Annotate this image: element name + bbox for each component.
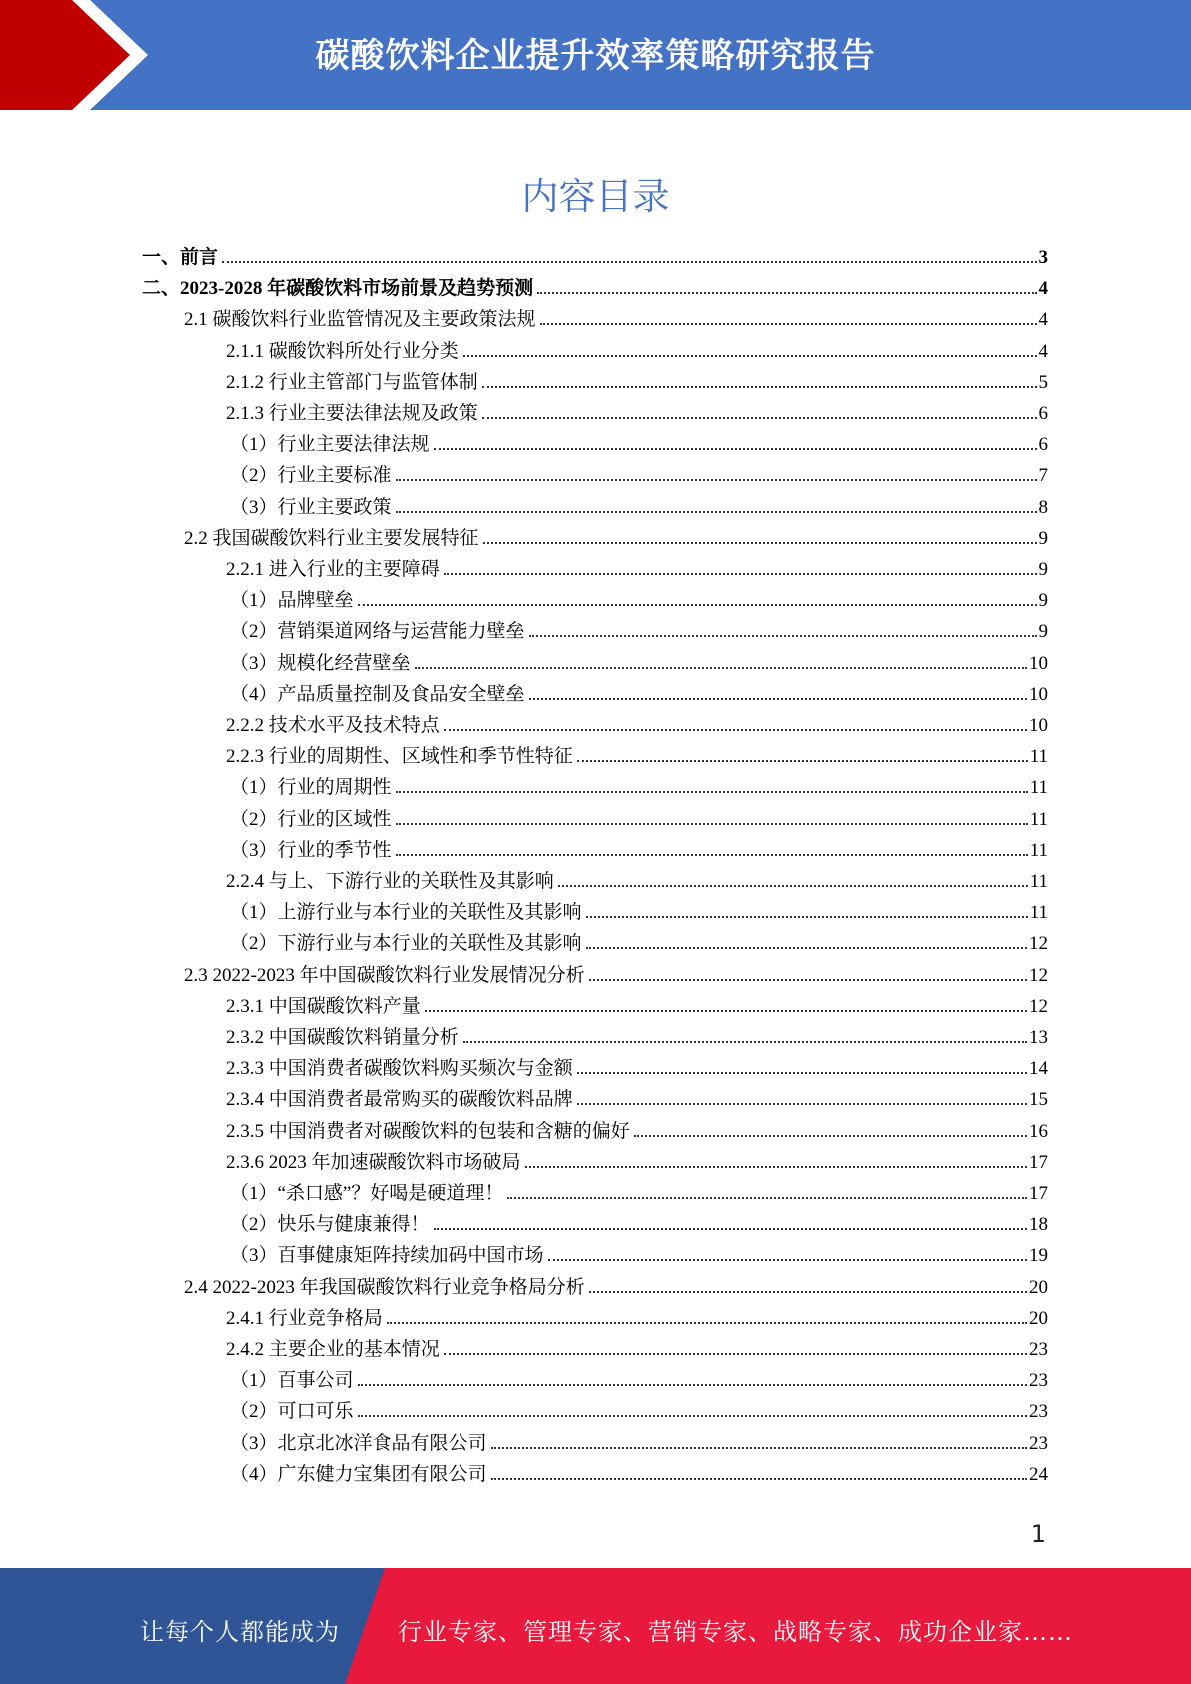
toc-entry-page: 20 bbox=[1029, 1307, 1048, 1329]
toc-leader-dots bbox=[387, 1322, 1027, 1324]
toc-entry[interactable] bbox=[184, 301, 1048, 331]
toc-entry-label: 2.2.2 技术水平及技术特点 bbox=[226, 715, 440, 736]
toc-entry-page: 17 bbox=[1029, 1151, 1048, 1173]
toc-entry[interactable] bbox=[226, 1331, 1048, 1361]
toc-entry-label: 一、前言 bbox=[142, 247, 219, 268]
toc-entry-label: （4）产品质量控制及食品安全壁垒 bbox=[230, 683, 525, 705]
toc-entry-page: 23 bbox=[1029, 1339, 1048, 1360]
toc-entry-label: （1）上游行业与本行业的关联性及其影响 bbox=[230, 902, 582, 924]
toc-leader-dots bbox=[463, 355, 1037, 357]
toc-leader-dots bbox=[483, 542, 1037, 544]
toc-entry-label: 2.3.4 中国消费者最常购买的碳酸饮料品牌 bbox=[226, 1089, 573, 1111]
toc-entry-page: 10 bbox=[1029, 652, 1048, 674]
toc-leader-dots bbox=[358, 604, 1037, 606]
toc-entry-label: 2.1.1 碳酸饮料所处行业分类 bbox=[226, 340, 459, 362]
toc-entry-page: 11 bbox=[1029, 746, 1048, 768]
toc-leader-dots bbox=[358, 1384, 1027, 1386]
toc-leader-dots bbox=[434, 1228, 1027, 1230]
footer-slogan-right: 行业专家、管理专家、营销专家、战略专家、成功企业家…… bbox=[398, 1618, 1073, 1646]
toc-entry-page: 4 bbox=[1038, 309, 1048, 331]
toc-entry-page: 18 bbox=[1029, 1214, 1048, 1236]
toc-entry-page: 11 bbox=[1029, 777, 1048, 799]
toc-leader-dots bbox=[558, 885, 1028, 887]
toc-leader-dots bbox=[577, 1103, 1027, 1105]
toc-entry-page: 11 bbox=[1029, 839, 1048, 861]
toc-leader-dots bbox=[425, 1010, 1027, 1012]
toc-entry-label: 2.1.2 行业主管部门与监管体制 bbox=[226, 371, 478, 393]
page-number: 1 bbox=[1030, 1520, 1046, 1548]
toc-leader-dots bbox=[482, 386, 1037, 388]
toc-entry[interactable] bbox=[226, 1019, 1048, 1049]
toc-leader-dots bbox=[548, 1259, 1027, 1261]
toc-entry[interactable] bbox=[226, 395, 1048, 425]
toc-entry-label: 2.2.4 与上、下游行业的关联性及其影响 bbox=[226, 871, 554, 892]
page-header bbox=[0, 0, 1191, 110]
toc-leader-dots bbox=[396, 479, 1037, 481]
toc-entry-label: 2.3.1 中国碳酸饮料产量 bbox=[226, 995, 421, 1017]
toc-entry[interactable] bbox=[230, 801, 1048, 831]
toc-entry-label: 2.4 2022-2023 年我国碳酸饮料行业竞争格局分析 bbox=[184, 1276, 585, 1298]
toc-entry-label: （1）行业的周期性 bbox=[230, 777, 392, 799]
report-title: 碳酸饮料企业提升效率策略研究报告 bbox=[315, 36, 876, 76]
toc-entry-page: 17 bbox=[1029, 1183, 1048, 1204]
toc-entry-label: 2.1.3 行业主要法律法规及政策 bbox=[226, 403, 478, 424]
toc-entry[interactable] bbox=[230, 613, 1048, 643]
toc-entry-page: 23 bbox=[1029, 1370, 1048, 1392]
toc-leader-dots bbox=[396, 791, 1028, 793]
toc-entry[interactable] bbox=[230, 832, 1048, 862]
toc-entry[interactable] bbox=[230, 1456, 1048, 1486]
toc-entry[interactable] bbox=[226, 863, 1048, 893]
toc-leader-dots bbox=[222, 261, 1036, 263]
toc-entry-page: 6 bbox=[1038, 434, 1048, 456]
toc-entry-label: 2.2.3 行业的周期性、区域性和季节性特征 bbox=[226, 746, 573, 768]
toc-entry[interactable] bbox=[230, 769, 1048, 799]
toc-entry-page: 12 bbox=[1029, 995, 1048, 1017]
toc-entry[interactable] bbox=[230, 676, 1048, 706]
toc-entry-label: （3）规模化经营壁垒 bbox=[230, 652, 411, 674]
toc-entry[interactable] bbox=[230, 925, 1048, 955]
toc-entry-page: 12 bbox=[1029, 964, 1048, 986]
toc-entry[interactable] bbox=[230, 1393, 1048, 1423]
toc-entry-label: （2）行业主要标准 bbox=[230, 465, 392, 487]
toc-entry-page: 12 bbox=[1029, 933, 1048, 955]
toc-entry-label: 2.1 碳酸饮料行业监管情况及主要政策法规 bbox=[184, 309, 536, 331]
toc-leader-dots bbox=[444, 1353, 1027, 1355]
toc-entry-page: 20 bbox=[1029, 1276, 1048, 1298]
toc-entry-page: 9 bbox=[1038, 590, 1048, 612]
toc-entry[interactable] bbox=[230, 1206, 1048, 1236]
toc-entry-label: （2）可口可乐 bbox=[230, 1401, 354, 1423]
toc-leader-dots bbox=[529, 635, 1037, 637]
toc-leader-dots bbox=[537, 292, 1036, 294]
toc-entry[interactable] bbox=[184, 520, 1048, 550]
toc-entry[interactable] bbox=[230, 489, 1048, 519]
toc-leader-dots bbox=[577, 760, 1028, 762]
toc-leader-dots bbox=[444, 729, 1027, 731]
toc-entry-label: （3）行业主要政策 bbox=[230, 496, 392, 518]
page-footer bbox=[0, 1568, 1191, 1684]
toc-leader-dots bbox=[396, 823, 1028, 825]
toc-heading: 内容目录 bbox=[521, 175, 670, 218]
toc-entry-label: 2.4.1 行业竞争格局 bbox=[226, 1307, 383, 1329]
toc-entry-page: 4 bbox=[1038, 340, 1048, 362]
toc-entry-page: 3 bbox=[1038, 247, 1048, 268]
toc-entry[interactable] bbox=[226, 1050, 1048, 1080]
toc-leader-dots bbox=[434, 448, 1037, 450]
toc-entry[interactable] bbox=[230, 1362, 1048, 1392]
toc-leader-dots bbox=[415, 667, 1027, 669]
toc-entry-page: 14 bbox=[1029, 1058, 1048, 1080]
toc-entry-page: 11 bbox=[1029, 902, 1048, 924]
toc-leader-dots bbox=[529, 698, 1027, 700]
toc-entry[interactable] bbox=[230, 894, 1048, 924]
toc-leader-dots bbox=[634, 1135, 1027, 1137]
toc-entry-label: 2.3 2022-2023 年中国碳酸饮料行业发展情况分析 bbox=[184, 964, 585, 986]
footer-slogan-left: 让每个人都能成为 bbox=[140, 1618, 340, 1646]
toc-entry-page: 8 bbox=[1038, 496, 1048, 518]
toc-entry-label: 二、2023-2028 年碳酸饮料市场前景及趋势预测 bbox=[142, 278, 534, 300]
toc-entry[interactable] bbox=[230, 582, 1048, 612]
toc-entry[interactable] bbox=[226, 364, 1048, 394]
toc-entry-label: （3）行业的季节性 bbox=[230, 839, 392, 861]
toc-entry-label: （2）下游行业与本行业的关联性及其影响 bbox=[230, 933, 582, 955]
toc-entry[interactable] bbox=[184, 957, 1048, 987]
toc-leader-dots bbox=[577, 1072, 1027, 1074]
toc-entry[interactable] bbox=[230, 1175, 1048, 1205]
toc-entry-page: 23 bbox=[1029, 1432, 1048, 1454]
toc-entry[interactable] bbox=[230, 426, 1048, 456]
toc-entry[interactable] bbox=[226, 1144, 1048, 1174]
toc-entry[interactable] bbox=[226, 333, 1048, 363]
toc-entry-label: 2.3.3 中国消费者碳酸饮料购买频次与金额 bbox=[226, 1058, 573, 1080]
toc-entry-page: 16 bbox=[1029, 1120, 1048, 1142]
toc-entry[interactable] bbox=[226, 738, 1048, 768]
toc-entry-label: 2.2 我国碳酸饮料行业主要发展特征 bbox=[184, 527, 479, 549]
toc-entry[interactable] bbox=[226, 1113, 1048, 1143]
toc-leader-dots bbox=[463, 1041, 1027, 1043]
toc-entry[interactable] bbox=[226, 988, 1048, 1018]
toc-entry[interactable] bbox=[184, 1269, 1048, 1299]
toc-entry-label: 2.4.2 主要企业的基本情况 bbox=[226, 1339, 440, 1360]
toc-entry-label: （3）北京北冰洋食品有限公司 bbox=[230, 1432, 487, 1454]
toc-entry-label: （1）品牌壁垒 bbox=[230, 590, 354, 612]
toc-entry[interactable] bbox=[142, 270, 1048, 300]
toc-entry-label: （1）“杀口感”？好喝是硬道理！ bbox=[230, 1183, 504, 1204]
toc-entry-label: （2）快乐与健康兼得！ bbox=[230, 1214, 430, 1236]
toc-leader-dots bbox=[586, 947, 1027, 949]
toc-entry-label: （2）行业的区域性 bbox=[230, 808, 392, 830]
toc-leader-dots bbox=[396, 854, 1028, 856]
toc-entry-page: 10 bbox=[1029, 683, 1048, 705]
toc-entry-page: 9 bbox=[1038, 621, 1048, 643]
toc-leader-dots bbox=[589, 979, 1027, 981]
toc-entry-page: 19 bbox=[1029, 1245, 1048, 1267]
toc-entry[interactable] bbox=[230, 1425, 1048, 1455]
toc-entry[interactable] bbox=[142, 239, 1048, 269]
toc-leader-dots bbox=[589, 1291, 1027, 1293]
toc-leader-dots bbox=[396, 511, 1037, 513]
toc-entry[interactable] bbox=[226, 1081, 1048, 1111]
toc-leader-dots bbox=[358, 1415, 1027, 1417]
toc-entry[interactable] bbox=[226, 1300, 1048, 1330]
toc-entry-page: 24 bbox=[1029, 1463, 1048, 1485]
toc-entry-page: 10 bbox=[1029, 715, 1048, 736]
toc-entry[interactable] bbox=[230, 645, 1048, 675]
toc-entry-label: 2.3.2 中国碳酸饮料销量分析 bbox=[226, 1027, 459, 1048]
toc-leader-dots bbox=[586, 916, 1028, 918]
toc-entry[interactable] bbox=[230, 1237, 1048, 1267]
toc-leader-dots bbox=[491, 1447, 1027, 1449]
toc-entry-page: 15 bbox=[1029, 1089, 1048, 1111]
toc-leader-dots bbox=[482, 417, 1037, 419]
toc-entry-page: 23 bbox=[1029, 1401, 1048, 1423]
toc-leader-dots bbox=[444, 573, 1037, 575]
toc-entry[interactable] bbox=[226, 707, 1048, 737]
toc-entry-label: 2.3.5 中国消费者对碳酸饮料的包装和含糖的偏好 bbox=[226, 1120, 630, 1142]
toc-leader-dots bbox=[491, 1478, 1027, 1480]
toc-entry-label: （3）百事健康矩阵持续加码中国市场 bbox=[230, 1245, 544, 1267]
toc-entry-label: 2.3.6 2023 年加速碳酸饮料市场破局 bbox=[226, 1151, 521, 1173]
toc-leader-dots bbox=[525, 1166, 1027, 1168]
toc-leader-dots bbox=[540, 323, 1037, 325]
toc-entry-label: 2.2.1 进入行业的主要障碍 bbox=[226, 559, 440, 580]
toc-entry[interactable] bbox=[226, 551, 1048, 581]
toc-entry-page: 11 bbox=[1029, 808, 1048, 830]
toc-entry-page: 11 bbox=[1029, 871, 1048, 892]
toc-entry-label: （1）百事公司 bbox=[230, 1370, 354, 1392]
toc-entry[interactable] bbox=[230, 457, 1048, 487]
toc-entry-label: （1）行业主要法律法规 bbox=[230, 434, 430, 456]
toc-entry-page: 7 bbox=[1038, 465, 1048, 487]
toc-entry-page: 6 bbox=[1038, 403, 1048, 424]
toc-leader-dots bbox=[507, 1197, 1027, 1199]
toc-entry-page: 9 bbox=[1038, 527, 1048, 549]
toc-entry-label: （2）营销渠道网络与运营能力壁垒 bbox=[230, 621, 525, 643]
toc-entry-page: 9 bbox=[1038, 559, 1048, 580]
toc-entry-label: （4）广东健力宝集团有限公司 bbox=[230, 1463, 487, 1485]
toc-entry-page: 4 bbox=[1038, 278, 1048, 300]
toc-entry-page: 5 bbox=[1038, 371, 1048, 393]
toc-entry-page: 13 bbox=[1029, 1027, 1048, 1048]
